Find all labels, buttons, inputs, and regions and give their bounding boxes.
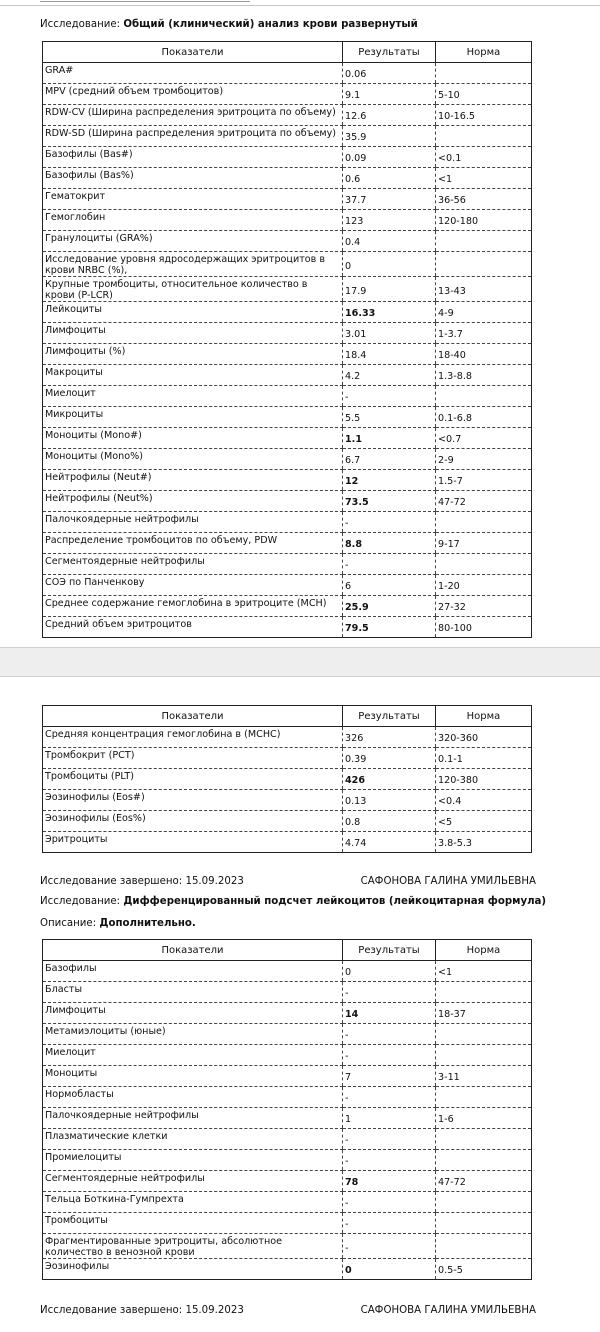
table-row xyxy=(43,727,532,748)
study2-description xyxy=(40,917,196,931)
results-table-2 xyxy=(42,939,532,1280)
result-value-cell: 18.4 xyxy=(343,344,436,365)
param-name-cell: Среднее содержание гемоглобина в эритроците (MCH) xyxy=(43,596,343,617)
result-value-cell: 6.7 xyxy=(343,449,436,470)
param-name-cell: Макроциты xyxy=(43,365,343,386)
result-value-cell: - xyxy=(343,1213,436,1234)
norm-range-cell xyxy=(436,1045,532,1066)
norm-range-cell: 2-9 xyxy=(436,449,532,470)
table-row xyxy=(43,168,532,189)
norm-range-cell: 1-3.7 xyxy=(436,323,532,344)
result-value-cell: 426 xyxy=(343,769,436,790)
param-name-cell: Палочкоядерные нейтрофилы xyxy=(43,1108,343,1129)
table-row xyxy=(43,407,532,428)
param-name-cell: Промиелоциты xyxy=(43,1150,343,1171)
study2-caption xyxy=(40,895,546,909)
result-value-cell: 12 xyxy=(343,470,436,491)
result-value-cell: 9.1 xyxy=(343,84,436,105)
table-row xyxy=(43,533,532,554)
result-value-cell: - xyxy=(343,1045,436,1066)
norm-range-cell: <1 xyxy=(436,168,532,189)
result-value-cell: 79.5 xyxy=(343,617,436,638)
norm-range-cell: 120-180 xyxy=(436,210,532,231)
result-value-cell: - xyxy=(343,1234,436,1259)
report-page-1 xyxy=(0,0,600,648)
page-top-edge xyxy=(0,0,600,6)
param-name-cell: Палочкоядерные нейтрофилы xyxy=(43,512,343,533)
result-value-cell: - xyxy=(343,1150,436,1171)
param-name-cell: Лейкоциты xyxy=(43,302,343,323)
param-name-cell: Исследование уровня ядросодержащих эритроцитов в крови NRBC (%), xyxy=(43,252,343,277)
table-row xyxy=(43,596,532,617)
param-name-cell: Гемоглобин xyxy=(43,210,343,231)
result-value-cell: 0.8 xyxy=(343,811,436,832)
study2-completed: Исследование завершено: 15.09.2023 xyxy=(40,1305,244,1316)
result-value-cell: 0.06 xyxy=(343,63,436,84)
param-name-cell: Тромбоциты xyxy=(43,1213,343,1234)
norm-range-cell: 13-43 xyxy=(436,277,532,302)
param-name-cell: RDW-CV (Ширина распределения эритроцита по объему) xyxy=(43,105,343,126)
table-row xyxy=(43,1192,532,1213)
param-name-cell: Гранулоциты (GRA%) xyxy=(43,231,343,252)
table-row xyxy=(43,617,532,638)
table-row xyxy=(43,365,532,386)
study1-label: Исследование: xyxy=(40,19,121,30)
param-name-cell: MPV (средний объем тромбоцитов) xyxy=(43,84,343,105)
param-name-cell: GRA# xyxy=(43,63,343,84)
param-name-cell: RDW-SD (Ширина распределения эритроцита по объему) xyxy=(43,126,343,147)
table-row xyxy=(43,961,532,982)
header-result: Результаты xyxy=(343,42,436,63)
table-row xyxy=(43,323,532,344)
norm-range-cell: 80-100 xyxy=(436,617,532,638)
header-norm: Норма xyxy=(436,940,532,961)
param-name-cell: Бласты xyxy=(43,982,343,1003)
result-value-cell: 14 xyxy=(343,1003,436,1024)
param-name-cell: Моноциты xyxy=(43,1066,343,1087)
norm-range-cell: <0.4 xyxy=(436,790,532,811)
study2-doctor: САФОНОВА ГАЛИНА УМИЛЬЕВНА xyxy=(360,1305,536,1316)
study1-caption xyxy=(40,18,418,32)
param-name-cell: Базофилы (Bas#) xyxy=(43,147,343,168)
header-param: Показатели xyxy=(43,42,343,63)
result-value-cell: 8.8 xyxy=(343,533,436,554)
table-row xyxy=(43,1087,532,1108)
param-name-cell: Эозинофилы (Eos#) xyxy=(43,790,343,811)
result-value-cell: - xyxy=(343,386,436,407)
norm-range-cell xyxy=(436,1213,532,1234)
norm-range-cell xyxy=(436,1129,532,1150)
table-row xyxy=(43,126,532,147)
norm-range-cell: <1 xyxy=(436,961,532,982)
param-name-cell: Средний объем эритроцитов xyxy=(43,617,343,638)
result-value-cell: - xyxy=(343,982,436,1003)
study1-completed: Исследование завершено: 15.09.2023 xyxy=(40,876,244,887)
param-name-cell: Базофилы (Bas%) xyxy=(43,168,343,189)
table-row xyxy=(43,575,532,596)
param-name-cell: Лимфоциты (%) xyxy=(43,344,343,365)
param-name-cell: Эозинофилы (Eos%) xyxy=(43,811,343,832)
result-value-cell: 25.9 xyxy=(343,596,436,617)
result-value-cell: - xyxy=(343,554,436,575)
table-row xyxy=(43,449,532,470)
norm-range-cell: 5-10 xyxy=(436,84,532,105)
study1-doctor: САФОНОВА ГАЛИНА УМИЛЬЕВНА xyxy=(360,876,536,887)
result-value-cell: 78 xyxy=(343,1171,436,1192)
study2-desc: Дополнительно. xyxy=(99,918,196,929)
header-param: Показатели xyxy=(43,940,343,961)
result-value-cell: 73.5 xyxy=(343,491,436,512)
param-name-cell: Миелоцит xyxy=(43,386,343,407)
result-value-cell: - xyxy=(343,1024,436,1045)
param-name-cell: Базофилы xyxy=(43,961,343,982)
param-name-cell: Крупные тромбоциты, относительное количество в крови (P-LCR) xyxy=(43,277,343,302)
result-value-cell: 0 xyxy=(343,961,436,982)
norm-range-cell: 120-380 xyxy=(436,769,532,790)
table-row xyxy=(43,1129,532,1150)
param-name-cell: Метамиэлоциты (юные) xyxy=(43,1024,343,1045)
result-value-cell: 0.6 xyxy=(343,168,436,189)
param-name-cell: Фрагментированные эритроциты, абсолютное количество в венозной крови xyxy=(43,1234,343,1259)
table-row xyxy=(43,982,532,1003)
result-value-cell: - xyxy=(343,1087,436,1108)
norm-range-cell: 1.3-8.8 xyxy=(436,365,532,386)
norm-range-cell: 27-32 xyxy=(436,596,532,617)
result-value-cell: 0 xyxy=(343,1259,436,1280)
table-row xyxy=(43,1045,532,1066)
table-row xyxy=(43,1003,532,1024)
table-row xyxy=(43,554,532,575)
result-value-cell: 6 xyxy=(343,575,436,596)
norm-range-cell xyxy=(436,512,532,533)
norm-range-cell: 4-9 xyxy=(436,302,532,323)
result-value-cell: 35.9 xyxy=(343,126,436,147)
norm-range-cell xyxy=(436,982,532,1003)
result-value-cell: 4.2 xyxy=(343,365,436,386)
param-name-cell: Миелоцит xyxy=(43,1045,343,1066)
table-header-row xyxy=(43,706,532,727)
table-header-row xyxy=(43,940,532,961)
table-row xyxy=(43,491,532,512)
table-row xyxy=(43,252,532,277)
study2-desc-label: Описание: xyxy=(40,918,97,929)
table-row xyxy=(43,1066,532,1087)
table-row xyxy=(43,769,532,790)
norm-range-cell: 1.5-7 xyxy=(436,470,532,491)
norm-range-cell xyxy=(436,554,532,575)
param-name-cell: Сегментоядерные нейтрофилы xyxy=(43,554,343,575)
header-result: Результаты xyxy=(343,940,436,961)
result-value-cell: 12.6 xyxy=(343,105,436,126)
table-row xyxy=(43,63,532,84)
param-name-cell: Нейтрофилы (Neut#) xyxy=(43,470,343,491)
result-value-cell: - xyxy=(343,512,436,533)
table-row xyxy=(43,748,532,769)
param-name-cell: Тельца Боткина-Гумпрехта xyxy=(43,1192,343,1213)
table-row xyxy=(43,832,532,853)
result-value-cell: 1 xyxy=(343,1108,436,1129)
norm-range-cell: 0.1-1 xyxy=(436,748,532,769)
table-row xyxy=(43,1150,532,1171)
param-name-cell: Тромбокрит (PCT) xyxy=(43,748,343,769)
norm-range-cell xyxy=(436,1192,532,1213)
table-row xyxy=(43,84,532,105)
result-value-cell: - xyxy=(343,1129,436,1150)
result-value-cell: 7 xyxy=(343,1066,436,1087)
param-name-cell: Нейтрофилы (Neut%) xyxy=(43,491,343,512)
norm-range-cell: 18-40 xyxy=(436,344,532,365)
param-name-cell: СОЭ по Панченкову xyxy=(43,575,343,596)
norm-range-cell: <0.1 xyxy=(436,147,532,168)
table-row xyxy=(43,1171,532,1192)
param-name-cell: Моноциты (Mono#) xyxy=(43,428,343,449)
param-name-cell: Эозинофилы xyxy=(43,1259,343,1280)
table-row xyxy=(43,231,532,252)
page-separator xyxy=(0,648,600,676)
param-name-cell: Сегментоядерные нейтрофилы xyxy=(43,1171,343,1192)
table-row xyxy=(43,811,532,832)
result-value-cell: 0.13 xyxy=(343,790,436,811)
norm-range-cell xyxy=(436,231,532,252)
param-name-cell: Гематокрит xyxy=(43,189,343,210)
result-value-cell: 0.09 xyxy=(343,147,436,168)
result-value-cell: - xyxy=(343,1192,436,1213)
param-name-cell: Средняя концентрация гемоглобина в (MCHC) xyxy=(43,727,343,748)
table-row xyxy=(43,790,532,811)
result-value-cell: 4.74 xyxy=(343,832,436,853)
result-value-cell: 123 xyxy=(343,210,436,231)
result-value-cell: 16.33 xyxy=(343,302,436,323)
result-value-cell: 326 xyxy=(343,727,436,748)
table-row xyxy=(43,1234,532,1259)
norm-range-cell xyxy=(436,1024,532,1045)
table-row xyxy=(43,189,532,210)
result-value-cell: 17.9 xyxy=(343,277,436,302)
param-name-cell: Эритроциты xyxy=(43,832,343,853)
norm-range-cell xyxy=(436,1234,532,1259)
result-value-cell: 0 xyxy=(343,252,436,277)
norm-range-cell xyxy=(436,126,532,147)
result-value-cell: 3.01 xyxy=(343,323,436,344)
table-row xyxy=(43,277,532,302)
norm-range-cell xyxy=(436,252,532,277)
norm-range-cell xyxy=(436,1150,532,1171)
table-row xyxy=(43,470,532,491)
norm-range-cell: <0.7 xyxy=(436,428,532,449)
table-row xyxy=(43,210,532,231)
param-name-cell: Лимфоциты xyxy=(43,1003,343,1024)
table-row xyxy=(43,428,532,449)
norm-range-cell: 320-360 xyxy=(436,727,532,748)
header-result: Результаты xyxy=(343,706,436,727)
result-value-cell: 0.39 xyxy=(343,748,436,769)
study2-title: Дифференцированный подсчет лейкоцитов (лейкоцитарная формула) xyxy=(123,896,547,907)
result-value-cell: 5.5 xyxy=(343,407,436,428)
table-row xyxy=(43,147,532,168)
norm-range-cell: 47-72 xyxy=(436,1171,532,1192)
norm-range-cell xyxy=(436,1087,532,1108)
norm-range-cell: 0.5-5 xyxy=(436,1259,532,1280)
norm-range-cell: 18-37 xyxy=(436,1003,532,1024)
header-param: Показатели xyxy=(43,706,343,727)
norm-range-cell: 9-17 xyxy=(436,533,532,554)
param-name-cell: Лимфоциты xyxy=(43,323,343,344)
norm-range-cell: 1-6 xyxy=(436,1108,532,1129)
norm-range-cell: 1-20 xyxy=(436,575,532,596)
result-value-cell: 37.7 xyxy=(343,189,436,210)
table-row xyxy=(43,1259,532,1280)
table-row xyxy=(43,1108,532,1129)
param-name-cell: Микроциты xyxy=(43,407,343,428)
norm-range-cell xyxy=(436,386,532,407)
results-table-1-continued xyxy=(42,705,532,853)
param-name-cell: Распределение тромбоцитов по объему, PDW xyxy=(43,533,343,554)
table-row xyxy=(43,512,532,533)
param-name-cell: Тромбоциты (PLT) xyxy=(43,769,343,790)
result-value-cell: 1.1 xyxy=(343,428,436,449)
norm-range-cell: <5 xyxy=(436,811,532,832)
table-row xyxy=(43,386,532,407)
norm-range-cell: 3.8-5.3 xyxy=(436,832,532,853)
norm-range-cell: 47-72 xyxy=(436,491,532,512)
study2-label: Исследование: xyxy=(40,896,121,907)
param-name-cell: Моноциты (Mono%) xyxy=(43,449,343,470)
norm-range-cell: 36-56 xyxy=(436,189,532,210)
result-value-cell: 0.4 xyxy=(343,231,436,252)
table-row xyxy=(43,105,532,126)
results-table-1 xyxy=(42,41,532,638)
report-page-2 xyxy=(0,676,600,1332)
param-name-cell: Нормобласты xyxy=(43,1087,343,1108)
norm-range-cell: 10-16.5 xyxy=(436,105,532,126)
norm-range-cell xyxy=(436,63,532,84)
header-norm: Норма xyxy=(436,706,532,727)
study1-title: Общий (клинический) анализ крови развернутый xyxy=(123,19,418,30)
table-row xyxy=(43,1024,532,1045)
table-row xyxy=(43,344,532,365)
norm-range-cell: 3-11 xyxy=(436,1066,532,1087)
table-row xyxy=(43,302,532,323)
table-header-row xyxy=(43,42,532,63)
table-row xyxy=(43,1213,532,1234)
header-norm: Норма xyxy=(436,42,532,63)
param-name-cell: Плазматические клетки xyxy=(43,1129,343,1150)
norm-range-cell: 0.1-6.8 xyxy=(436,407,532,428)
